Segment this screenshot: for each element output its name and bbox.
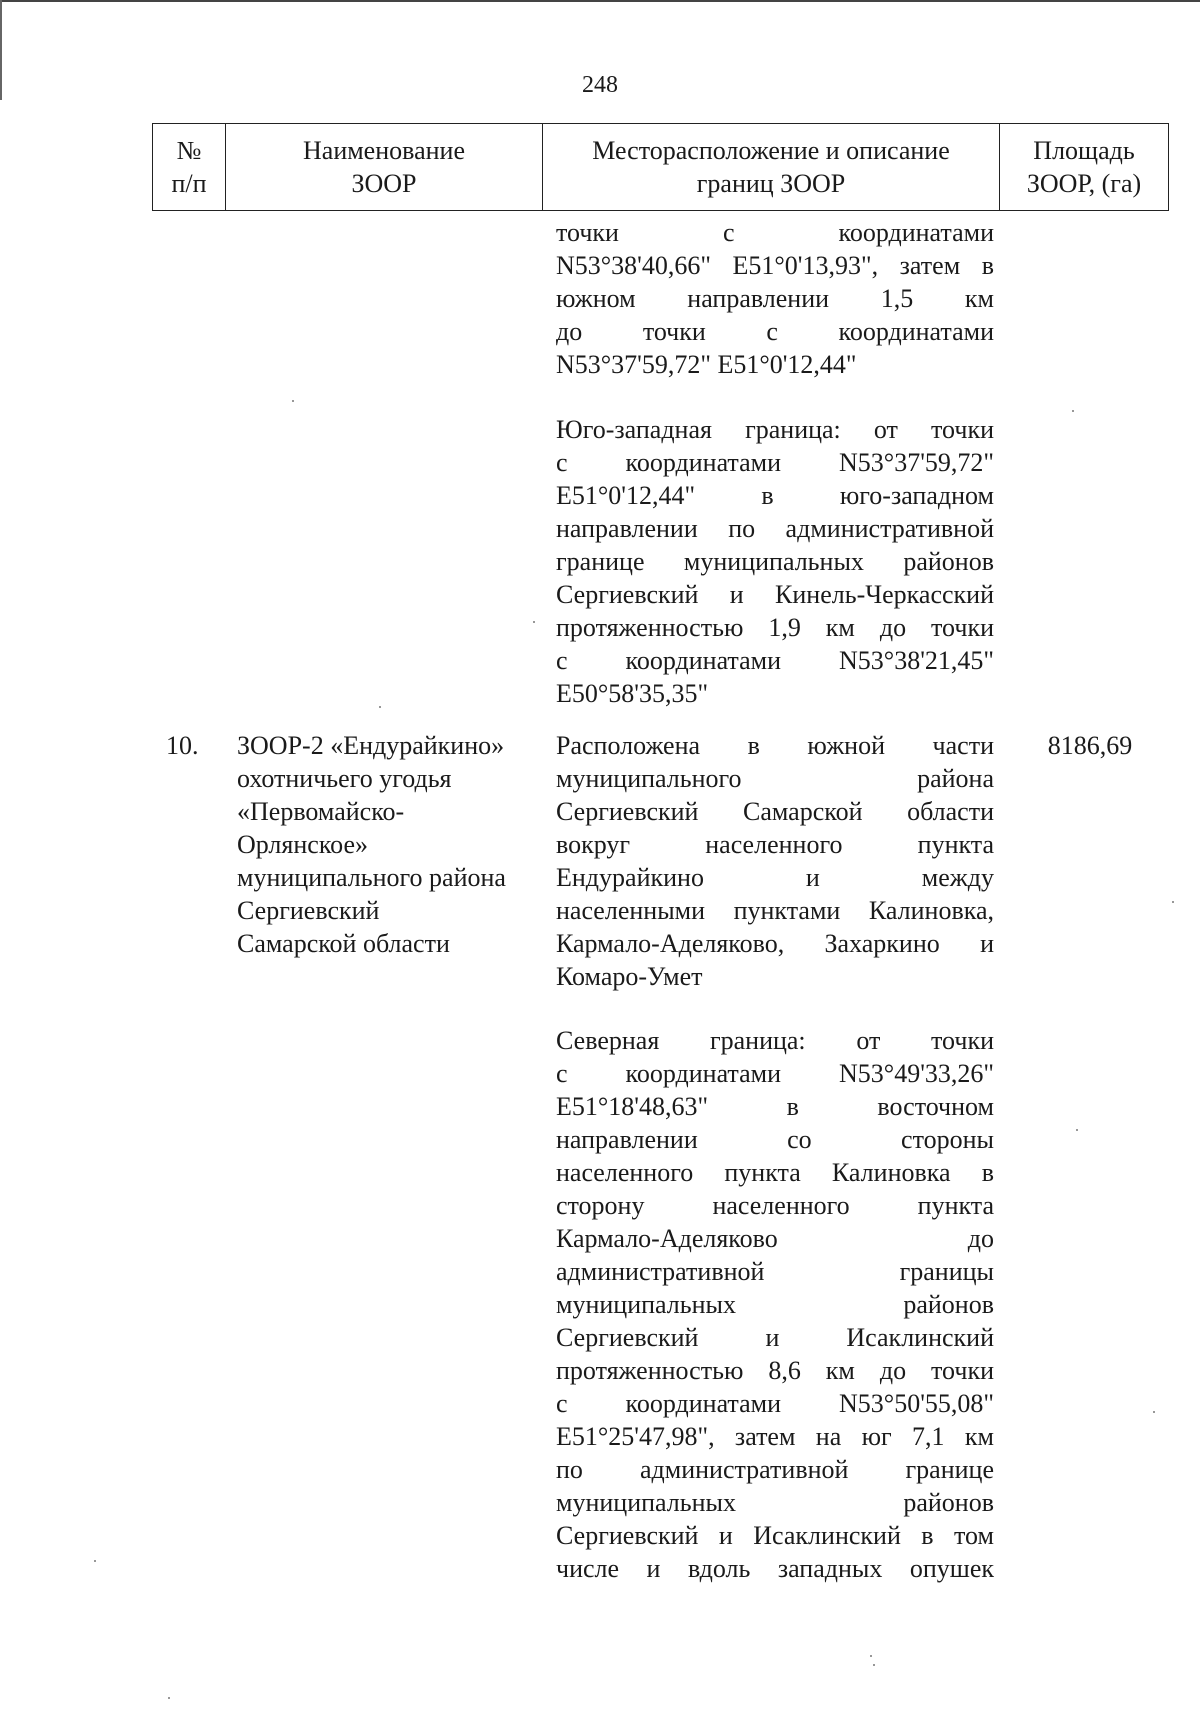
row-10-area: 8186,69 xyxy=(1047,731,1133,760)
scan-speck xyxy=(94,1560,96,1562)
text-line: населенного пункта Калиновка в xyxy=(556,1158,994,1187)
text-line: Сергиевский xyxy=(237,896,380,925)
scan-speck xyxy=(379,706,381,708)
text-line: N53°38'40,66" E51°0'13,93", затем в xyxy=(556,251,994,280)
text-line: Сергиевский и Исаклинский в том xyxy=(556,1521,994,1550)
text-line: Сергиевский и Кинель-Черкасский xyxy=(556,580,994,609)
text-line: до точки с координатами xyxy=(556,317,994,346)
text-line: числе и вдоль западных опушек xyxy=(556,1554,994,1583)
scan-speck xyxy=(1172,901,1174,903)
text-line: Кармало-Аделяково, Захаркино и xyxy=(556,929,994,958)
text-line: с координатами N53°50'55,08" xyxy=(556,1389,994,1418)
text-line: E50°58'35,35" xyxy=(556,679,709,708)
continuation-paragraph-2 xyxy=(556,413,994,710)
row-10-name xyxy=(237,729,547,960)
header-col-name-line1: Наименование xyxy=(303,136,465,165)
header-col-area xyxy=(1000,124,1169,211)
text-line: с координатами N53°37'59,72" xyxy=(556,448,994,477)
scan-speck xyxy=(292,400,294,402)
text-line: Сергиевский и Исаклинский xyxy=(556,1323,994,1352)
text-line: Расположена в южной части xyxy=(556,731,994,760)
text-line: протяженностью 8,6 км до точки xyxy=(556,1356,994,1385)
text-line: Ендурайкино и между xyxy=(556,863,994,892)
scan-speck xyxy=(533,621,535,623)
text-line: сторону населенного пункта xyxy=(556,1191,994,1220)
header-col-number-line1: № xyxy=(176,136,202,165)
text-line: муниципальных районов xyxy=(556,1488,994,1517)
text-line: с координатами N53°38'21,45" xyxy=(556,646,994,675)
text-line: направлении со стороны xyxy=(556,1125,994,1154)
scan-speck xyxy=(1072,410,1074,412)
text-line: E51°0'12,44" в юго-западном xyxy=(556,481,994,510)
scan-speck xyxy=(873,1664,875,1666)
text-line: Сергиевский Самарской области xyxy=(556,797,994,826)
text-line: Юго-западная граница: от точки xyxy=(556,415,994,444)
text-line: муниципальных районов xyxy=(556,1290,994,1319)
text-line: административной границы xyxy=(556,1257,994,1286)
text-line: по административной границе xyxy=(556,1455,994,1484)
row-10-location-paragraph-1 xyxy=(556,729,994,993)
text-line: населенными пунктами Калиновка, xyxy=(556,896,994,925)
header-col-name xyxy=(226,124,543,211)
page-number: 248 xyxy=(582,72,618,98)
text-line: границе муниципальных районов xyxy=(556,547,994,576)
text-line: Комаро-Умет xyxy=(556,962,703,991)
text-line: точки с координатами xyxy=(556,218,994,247)
text-line: Кармало-Аделяково до xyxy=(556,1224,994,1253)
text-line: «Первомайско- xyxy=(237,797,405,826)
header-col-number-line2: п/п xyxy=(171,169,207,198)
header-col-location xyxy=(543,124,1000,211)
text-line: N53°37'59,72" E51°0'12,44" xyxy=(556,350,857,379)
header-col-location-line2: границ ЗООР xyxy=(696,169,846,198)
scan-speck xyxy=(1153,1411,1155,1413)
continuation-paragraph-1 xyxy=(556,216,994,381)
text-line: направлении по административной xyxy=(556,514,994,543)
header-col-area-line2: ЗООР, (га) xyxy=(1026,169,1142,198)
text-line: E51°25'47,98", затем на юг 7,1 км xyxy=(556,1422,994,1451)
text-line: вокруг населенного пункта xyxy=(556,830,994,859)
header-col-name-line2: ЗООР xyxy=(351,169,417,198)
text-line: муниципального района xyxy=(237,863,506,892)
header-col-location-line1: Месторасположение и описание xyxy=(592,136,950,165)
text-line: муниципального района xyxy=(556,764,994,793)
text-line: южном направлении 1,5 км xyxy=(556,284,994,313)
text-line: Северная граница: от точки xyxy=(556,1026,994,1055)
text-line: Самарской области xyxy=(237,929,450,958)
scan-speck xyxy=(1076,1129,1078,1131)
table-header xyxy=(152,123,1169,211)
header-col-area-line1: Площадь xyxy=(1033,136,1135,165)
text-line: с координатами N53°49'33,26" xyxy=(556,1059,994,1088)
text-line: охотничьего угодья xyxy=(237,764,452,793)
text-line: ЗООР-2 «Ендурайкино» xyxy=(237,731,505,760)
header-col-number xyxy=(153,124,226,211)
top-border-line xyxy=(0,0,1200,2)
text-line: Орлянское» xyxy=(237,830,368,859)
row-10-location-paragraph-2 xyxy=(556,1024,994,1585)
text-line: E51°18'48,63" в восточном xyxy=(556,1092,994,1121)
row-10-number: 10. xyxy=(166,731,199,760)
scan-speck xyxy=(168,1697,170,1699)
scan-speck xyxy=(870,1655,872,1657)
text-line: протяженностью 1,9 км до точки xyxy=(556,613,994,642)
